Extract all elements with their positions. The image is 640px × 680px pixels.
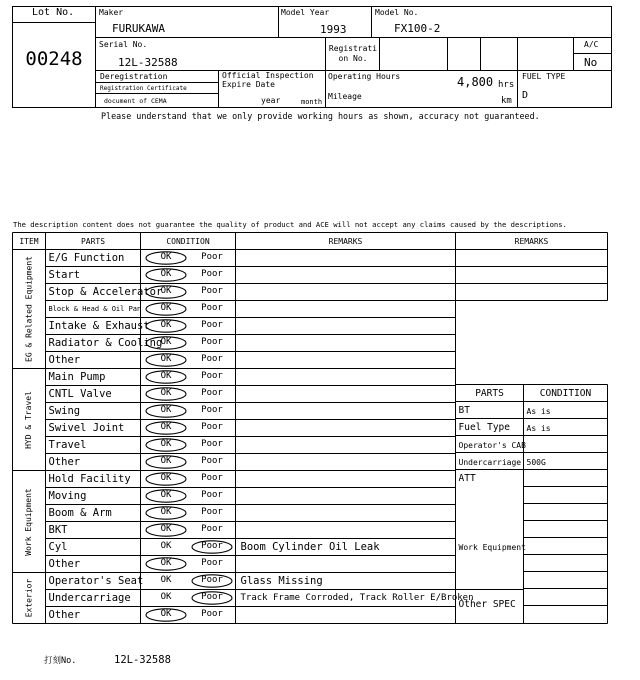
col-parts-header: PARTS bbox=[80, 236, 106, 246]
part-name: Other bbox=[48, 608, 81, 621]
right-remarks-header: REMARKS bbox=[514, 236, 549, 246]
remark-text: Track Frame Corroded, Track Roller E/Broken bbox=[240, 592, 474, 603]
condition-poor: Poor bbox=[201, 388, 223, 398]
part-name: Radiator & Cooling bbox=[48, 336, 163, 349]
condition-ok: OK bbox=[160, 422, 172, 432]
condition-ok: OK bbox=[160, 354, 172, 364]
model-year-value: 1993 bbox=[320, 23, 347, 36]
right-part-name: Fuel Type bbox=[458, 421, 510, 433]
item-group-label: Work Equipment bbox=[24, 487, 33, 556]
part-name: Swing bbox=[48, 404, 81, 417]
condition-poor: Poor bbox=[201, 592, 223, 602]
right-part-condition: As is bbox=[526, 406, 551, 416]
part-name: Moving bbox=[48, 489, 87, 502]
part-name: Travel bbox=[48, 438, 87, 451]
right-part-condition: As is bbox=[526, 423, 551, 433]
item-group-label: HYD & Travel bbox=[24, 390, 33, 449]
model-no-value: FX100-2 bbox=[394, 22, 441, 35]
maker-value: FURUKAWA bbox=[112, 22, 165, 35]
col-item-header: ITEM bbox=[19, 236, 39, 246]
part-name: Operator's Seat bbox=[48, 574, 144, 587]
col-remarks-header: REMARKS bbox=[328, 236, 363, 246]
document-cema-label: document of CEMA bbox=[104, 97, 167, 105]
deregistration-label: Deregistration bbox=[100, 72, 168, 81]
condition-poor: Poor bbox=[201, 575, 223, 585]
expire-date-label: Expire Date bbox=[222, 80, 275, 89]
condition-poor: Poor bbox=[201, 354, 223, 364]
part-name: Stop & Accelerator bbox=[48, 285, 163, 298]
model-year-label: Model Year bbox=[281, 8, 330, 17]
condition-ok: OK bbox=[160, 524, 172, 534]
condition-poor: Poor bbox=[201, 371, 223, 381]
condition-ok: OK bbox=[160, 609, 172, 619]
part-name: Swivel Joint bbox=[48, 421, 125, 434]
condition-ok: OK bbox=[160, 575, 172, 585]
condition-poor: Poor bbox=[201, 507, 223, 517]
part-name: Other bbox=[48, 455, 81, 468]
operating-hours-value: 4,800 bbox=[457, 75, 494, 89]
remark-text: Boom Cylinder Oil Leak bbox=[240, 540, 380, 553]
hours-note: Please understand that we only provide working hours as shown, accuracy not guaranteed. bbox=[101, 111, 540, 121]
condition-ok: OK bbox=[160, 558, 172, 568]
part-name: Hold Facility bbox=[48, 472, 131, 485]
condition-poor: Poor bbox=[201, 422, 223, 432]
part-name: Block & Head & Oil Pan bbox=[48, 304, 142, 313]
right-condition-header: CONDITION bbox=[539, 387, 592, 399]
part-name: Other bbox=[48, 353, 81, 366]
col-condition-header: CONDITION bbox=[166, 236, 210, 246]
hrs-unit: hrs bbox=[498, 80, 515, 90]
official-inspection-label: Official Inspection bbox=[222, 71, 314, 80]
item-group-label: Exterior bbox=[24, 578, 33, 618]
mileage-label: Mileage bbox=[328, 92, 362, 101]
condition-poor: Poor bbox=[201, 558, 223, 568]
maker-label: Maker bbox=[99, 8, 124, 17]
part-name: E/G Function bbox=[48, 251, 125, 264]
right-part-name: Undercarriage bbox=[458, 457, 522, 467]
condition-ok: OK bbox=[160, 592, 172, 602]
condition-poor: Poor bbox=[201, 252, 223, 262]
item-group-label: EG & Related Equipment bbox=[24, 256, 33, 362]
condition-ok: OK bbox=[160, 541, 172, 551]
lot-label: Lot No. bbox=[32, 7, 75, 18]
condition-ok: OK bbox=[160, 252, 172, 262]
part-name: Start bbox=[48, 268, 81, 281]
lot-value: 00248 bbox=[25, 48, 83, 70]
part-name: Undercarriage bbox=[48, 591, 131, 604]
operating-hours-label: Operating Hours bbox=[328, 72, 401, 81]
condition-ok: OK bbox=[160, 490, 172, 500]
km-unit: km bbox=[501, 96, 512, 106]
fuel-type-label: FUEL TYPE bbox=[522, 72, 566, 81]
year-label: year bbox=[261, 96, 281, 105]
other-spec-label: Other SPEC bbox=[458, 598, 516, 610]
condition-ok: OK bbox=[160, 269, 172, 279]
model-no-label: Model No. bbox=[375, 8, 419, 17]
condition-poor: Poor bbox=[201, 286, 223, 296]
condition-poor: Poor bbox=[201, 439, 223, 449]
right-part-name: BT bbox=[458, 404, 470, 416]
condition-poor: Poor bbox=[201, 490, 223, 500]
part-name: CNTL Valve bbox=[48, 387, 112, 400]
right-part-name: Operator's CAB bbox=[458, 440, 526, 450]
registration-label: Registration No. bbox=[328, 44, 378, 63]
condition-ok: OK bbox=[160, 371, 172, 381]
condition-poor: Poor bbox=[201, 524, 223, 534]
condition-ok: OK bbox=[160, 320, 172, 330]
condition-ok: OK bbox=[160, 405, 172, 415]
condition-poor: Poor bbox=[201, 405, 223, 415]
condition-ok: OK bbox=[160, 337, 172, 347]
registration-certificate-label: Registration Certificate bbox=[100, 85, 187, 92]
month-label: month bbox=[301, 98, 323, 106]
ac-value: No bbox=[584, 56, 598, 69]
condition-poor: Poor bbox=[201, 269, 223, 279]
condition-ok: OK bbox=[160, 473, 172, 483]
condition-ok: OK bbox=[160, 507, 172, 517]
part-name: Other bbox=[48, 557, 81, 570]
serial-value: 12L-32588 bbox=[118, 56, 178, 69]
part-name: Intake & Exhaust bbox=[48, 319, 150, 332]
condition-poor: Poor bbox=[201, 337, 223, 347]
stamp-no-label: 打刻No. bbox=[44, 656, 77, 666]
condition-ok: OK bbox=[160, 303, 172, 313]
serial-label: Serial No. bbox=[99, 40, 148, 49]
condition-ok: OK bbox=[160, 286, 172, 296]
condition-poor: Poor bbox=[201, 609, 223, 619]
right-parts-header: PARTS bbox=[475, 387, 504, 399]
condition-poor: Poor bbox=[201, 456, 223, 466]
part-name: Cyl bbox=[48, 540, 68, 553]
disclaimer-text: The description content does not guarantee the quality of product and ACE will not accept any claims caused by the descriptions. bbox=[13, 220, 567, 229]
condition-poor: Poor bbox=[201, 473, 223, 483]
part-name: Main Pump bbox=[48, 370, 106, 383]
fuel-type-value: D bbox=[522, 90, 529, 101]
work-equipment-label: Work Equipment bbox=[458, 542, 526, 552]
att-label: ATT bbox=[458, 472, 476, 484]
condition-ok: OK bbox=[160, 456, 172, 466]
right-part-condition: 500G bbox=[526, 457, 546, 467]
ac-label: A/C bbox=[584, 40, 599, 49]
part-name: Boom & Arm bbox=[48, 506, 112, 519]
condition-ok: OK bbox=[160, 388, 172, 398]
part-name: BKT bbox=[48, 523, 68, 536]
remark-text: Glass Missing bbox=[240, 574, 323, 587]
condition-poor: Poor bbox=[201, 303, 223, 313]
condition-poor: Poor bbox=[201, 541, 223, 551]
stamp-no-value: 12L-32588 bbox=[114, 654, 171, 666]
condition-ok: OK bbox=[160, 439, 172, 449]
condition-poor: Poor bbox=[201, 320, 223, 330]
